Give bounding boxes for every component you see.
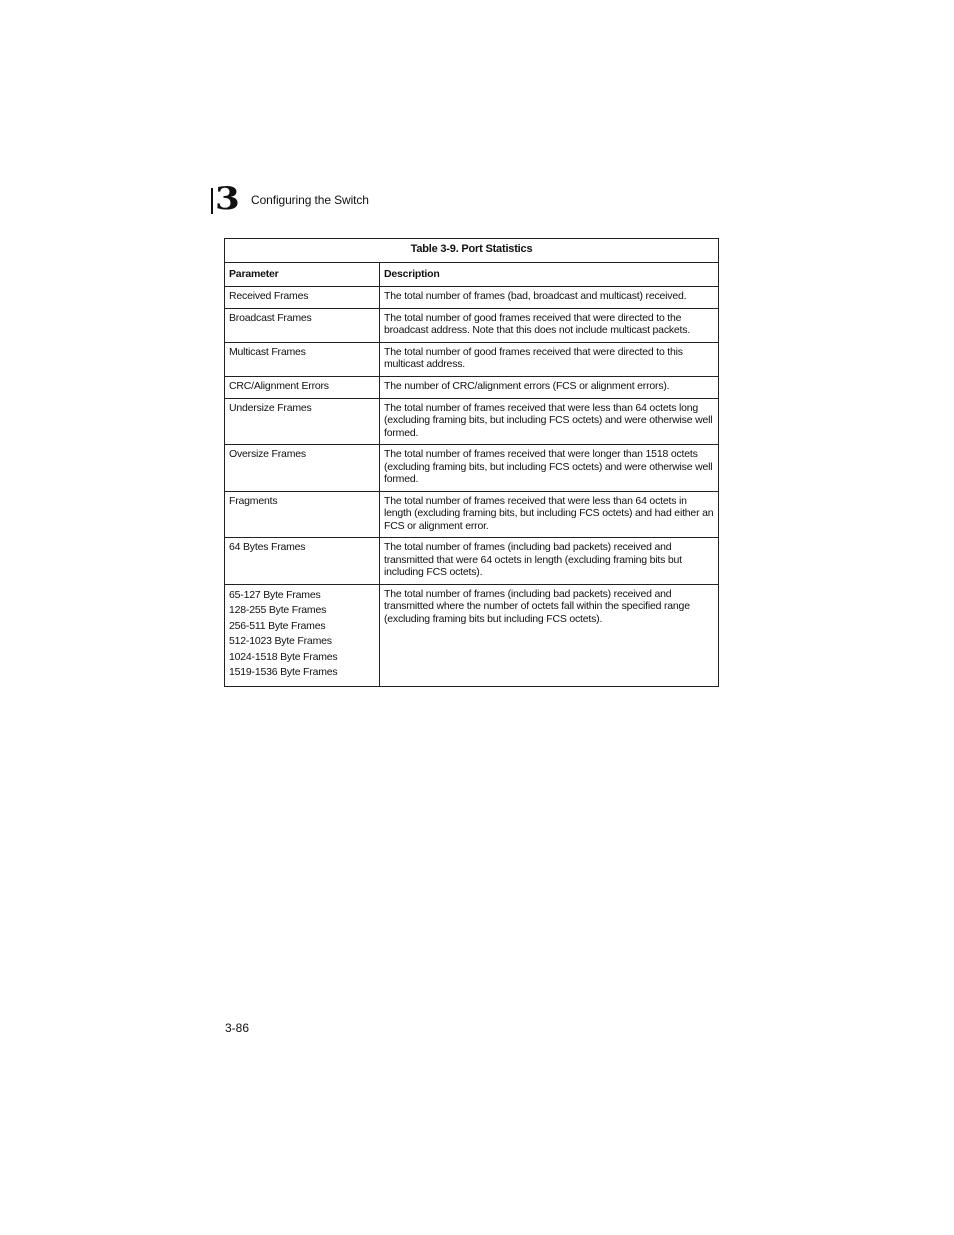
description-cell: The total number of frames received that were longer than 1518 octets (excluding framing bits, but including FCS octets) and were otherwise well formed. — [380, 445, 719, 492]
parameter-cell: Broadcast Frames — [225, 308, 380, 342]
parameter-cell: CRC/Alignment Errors — [225, 376, 380, 398]
parameter-line: 1024-1518 Byte Frames — [229, 650, 338, 663]
column-header-description: Description — [380, 263, 719, 287]
parameter-line: 256-511 Byte Frames — [229, 619, 326, 632]
parameter-line: 65-127 Byte Frames — [229, 588, 321, 601]
description-cell: The total number of frames received that were less than 64 octets in length (excluding framing bits, but including FCS octets) and had either an FCS or alignment error. — [380, 491, 719, 538]
running-title: Configuring the Switch — [251, 193, 369, 207]
description-cell: The total number of frames (including bad packets) received and transmitted where the number of octets fall within the specified range (excluding framing bits but including FCS octets). — [380, 584, 719, 687]
chapter-number-mark — [211, 181, 240, 217]
table-row — [225, 584, 719, 687]
column-header-parameter: Parameter — [225, 263, 380, 287]
parameter-line: 1519-1536 Byte Frames — [229, 666, 338, 679]
table-row — [225, 538, 719, 585]
parameter-line: 512-1023 Byte Frames — [229, 635, 332, 648]
parameter-cell: Fragments — [225, 491, 380, 538]
page-number: 3-86 — [225, 1021, 250, 1035]
chapter-number: 3 — [215, 181, 240, 217]
description-cell: The number of CRC/alignment errors (FCS or alignment errors). — [380, 376, 719, 398]
parameter-cell: Undersize Frames — [225, 398, 380, 445]
table-row — [225, 491, 719, 538]
description-cell: The total number of frames (bad, broadcast and multicast) received. — [380, 286, 719, 308]
chapter-mark-bar — [211, 188, 213, 214]
parameter-cell: Multicast Frames — [225, 342, 380, 376]
table-row — [225, 308, 719, 342]
parameter-cell: Received Frames — [225, 286, 380, 308]
parameter-line: 128-255 Byte Frames — [229, 604, 327, 617]
table-caption: Table 3-9. Port Statistics — [225, 239, 719, 263]
description-cell: The total number of frames received that were less than 64 octets long (excluding framing bits, but including FCS octets) and were otherwise well formed. — [380, 398, 719, 445]
parameter-cell — [225, 584, 380, 687]
port-statistics-table — [224, 238, 719, 687]
description-cell: The total number of frames (including bad packets) received and transmitted that were 64 octets in length (excluding framing bits but including FCS octets). — [380, 538, 719, 585]
table-row — [225, 445, 719, 492]
table-row — [225, 376, 719, 398]
parameter-cell: Oversize Frames — [225, 445, 380, 492]
description-cell: The total number of good frames received that were directed to this multicast address. — [380, 342, 719, 376]
table-row — [225, 286, 719, 308]
table-row — [225, 398, 719, 445]
table-row — [225, 342, 719, 376]
parameter-cell: 64 Bytes Frames — [225, 538, 380, 585]
description-cell: The total number of good frames received that were directed to the broadcast address. Note that this does not include multicast packets. — [380, 308, 719, 342]
